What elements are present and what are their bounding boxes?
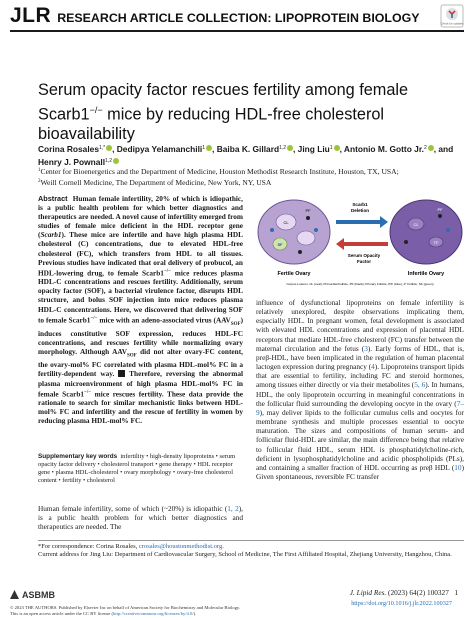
keywords-label: Supplementary key words	[38, 453, 118, 460]
author-name[interactable]: , Antonio M. Gotto Jr.	[339, 144, 424, 154]
ovary-label: CL	[283, 220, 289, 225]
footnote-divider	[38, 540, 464, 541]
intro-right-column: influence of dysfunctional lipoproteins on female infertility is relatively unexplored, despite observations implicating them, especially HDL. In pregnant women, fetal development is associated with elevated HDL concentrations and expression of placental HDL receptors that mediate HDL-free cholesterol (FC) transfer between the maternal circulation and the fetus (3). Early forms of HDL, that is, preβ-HDL, have been implicated in the regulation of human placental lactogen expression during pregnancy (4). Lipoproteins transport lipids that are essential to fertility, including FC and steroid hormones, among tissues either directly or via their metabolites (5, 6). In humans, HDL, the only lipoprotein occurring in meaningful concentrations in the follicular fluid surrounding the developing oocyte in the ovary (7–9), may deliver lipids to the follicular cumulus cells and oocytes for membrane synthesis and multiple processes essential to oocyte maturation. The sizes and compositions of human serum- and follicular fluid-HDL are similar, the main difference being that relative to follicular fluid HDL, serum HDL is phosphatidylcholine-rich, deficient in lysophosphatidylcholine and acidic phospholipids (PLs), and containing a smaller fraction of HDL occurring as preβ HDL (10) Given spontaneous, reversible FC transfer	[256, 298, 464, 481]
journal-logo: JLR	[10, 4, 52, 27]
affiliation-2: $^2$Weill Cornell Medicine, The Department of Medicine, New York, NY, USA	[38, 178, 272, 188]
keywords: Supplementary key words infertility • high-density lipoproteins • serum opacity factor delivery • cholesterol transport • gene therapy • HDL receptor gene • plasma HDL-cholesterol • ovary morphology • ovary-free cholesterol content • fertility • cholesterol	[38, 453, 236, 484]
collection-label: RESEARCH ARTICLE COLLECTION: LIPOPROTEIN BIOLOGY	[57, 10, 420, 25]
footnotes	[38, 543, 464, 559]
ovary-label: CL	[413, 222, 419, 227]
reference-link[interactable]: 4	[371, 362, 375, 372]
journal-citation: J. Lipid Res. (2023) 64(2) 100327 1	[349, 588, 458, 597]
current-address-note: Current address for Jing Liu: Department of Cardiovascular Surgery, School of Medicine, The First Affiliated Hospital, Zhejiang University, Hangzhou, China.	[38, 551, 452, 558]
header-divider	[10, 30, 464, 32]
reference-link[interactable]: 10	[454, 462, 462, 472]
fertile-ovary-illustration	[258, 200, 330, 264]
crossmark-label: Check for updates	[440, 21, 464, 26]
arrow-label: Scarb1	[352, 202, 368, 207]
author-list: Corina Rosales$^{1,*}$ , Dedipya Yelamanchili$^1$ , Baiba K. Gillard$^{1,2}$ , Jing Liu$^1$ , Antonio M. Gotto Jr.$^2$ , and Henry J. Pownall$^{1,2}$	[38, 144, 454, 167]
author-name[interactable]: , Jing Liu	[293, 144, 330, 154]
page-number: 1	[454, 588, 458, 597]
title-line-2: Scarb1−/− mice by reducing HDL-free cholesterol	[38, 105, 385, 124]
journal-header	[10, 4, 464, 28]
abstract: Abstract Human female infertility, 20% of which is idiopathic, is a public health problem for which better diagnostics and therapeutics are needed. A novel cause of infertility emerged from studies of female mice deficient in the HDL receptor gene (Scarb1). These mice are infertile and have high plasma HDL cholesterol (C) concentrations, due to elevated HDL-free cholesterol (FC), which transfers from HDL to all tissues. Previous studies have indicated that oral delivery of probucol, an HDL-lowering drug, to female Scarb1−/− mice reduces plasma HDL-C concentrations and rescues fertility. Additionally, serum opacity factor (SOF), a bacterial virulence factor, disrupts HDL structure, and bolus SOF injection into mice reduces plasma HDL-C concentrations. Here, we discovered that delivering SOF to female Scarb1−/− mice with an adeno-associated virus $(AAV_{SOF})$ induces constitutive SOF expression, reduces HDL-FC concentrations, and rescues fertility while normalizing ovary morphology. Although $AAV_{SOF}$ did not alter ovary-FC content, the ovary-mol% FC correlated with plasma HDL-mol% FC in a fertility-dependent way. Therefore, reversing the abnormal plasma microenvironment of high plasma HDL-mol% FC in female Scarb1−/− mice rescues fertility. These data provide the rationale to search for similar mechanistic links between HDL-mol% FC and infertility and the rescue of fertility in women by reducing plasma HDL-mol% FC.	[38, 194, 243, 426]
crossmark-icon[interactable]	[440, 4, 464, 28]
asbmb-logo: ASBMB	[10, 590, 55, 600]
arrow-label: Factor	[356, 259, 372, 264]
intro-left-column: Human female infertility, some of which (~20%) is idiopathic (1, 2), is a public health problem for which better diagnostics and therapeutics are needed. The	[38, 504, 243, 532]
infertile-caption: Infertile Ovary	[407, 271, 445, 277]
title-line-3: bioavailability	[38, 125, 135, 144]
reference-link[interactable]: 1, 2	[227, 504, 239, 513]
arrow-label: Deletion	[350, 208, 370, 213]
ovary-label: TF	[433, 240, 439, 245]
arrow-label: Serum Opacity	[347, 253, 381, 258]
author-name[interactable]: , Dedipya Yelamanchili	[112, 144, 203, 154]
sof-rescue-arrow	[336, 238, 388, 264]
fertile-caption: Fertile Ovary	[277, 271, 311, 277]
copyright: © 2023 THE AUTHORS. Published by Elsevier Inc on behalf of American Society for Biochemistry and Molecular Biology. This is an open access article under the CC BY license (http://creativecommons.org/licenses/by/4.0/).	[10, 605, 241, 616]
ovary-label: PF	[437, 207, 443, 212]
affiliation-1: $^1$Center for Bioenergetics and the Department of Medicine, Houston Methodist Research Institute, Houston, TX, USA;	[38, 167, 399, 176]
affiliations	[38, 166, 458, 188]
email-link[interactable]: crosales@houstonmethodist.org	[138, 543, 223, 550]
reference-link[interactable]: 3	[364, 343, 368, 353]
author-name[interactable]: Henry J. Pownall	[38, 157, 106, 167]
reference-link[interactable]: 7–9	[256, 398, 464, 417]
author-name[interactable]: Corina Rosales	[38, 144, 99, 154]
author-name[interactable]: , Baiba K. Gillard	[212, 144, 280, 154]
ovary-label: SF	[277, 242, 283, 247]
graphical-abstract	[256, 190, 464, 290]
ovary-label: PF	[305, 208, 311, 213]
graphic-legend: Corpus Luteum, CL (oval); Primordial Follicle, PF (black); Primary Follicle, P/F (blue); 2° Follicle, SF (green)	[286, 282, 434, 286]
doi-link[interactable]: https://doi.org/10.1016/j.jlr.2022.100327	[351, 600, 452, 607]
infertile-ovary-illustration	[390, 200, 462, 264]
reference-link[interactable]: 5, 6	[414, 380, 426, 390]
orcid-icon[interactable]	[113, 158, 119, 164]
abstract-heading: Abstract	[38, 194, 68, 203]
correspondence-note: *For correspondence: Corina Rosales, crosales@houstonmethodist.org.	[38, 543, 224, 550]
scarb1-deletion-arrow	[336, 202, 388, 228]
asbmb-icon	[10, 590, 19, 599]
license-link[interactable]: http://creativecommons.org/licenses/by/4.0/	[113, 611, 194, 616]
title-line-1: Serum opacity factor rescues fertility among female	[38, 81, 409, 99]
article-title	[38, 80, 458, 144]
